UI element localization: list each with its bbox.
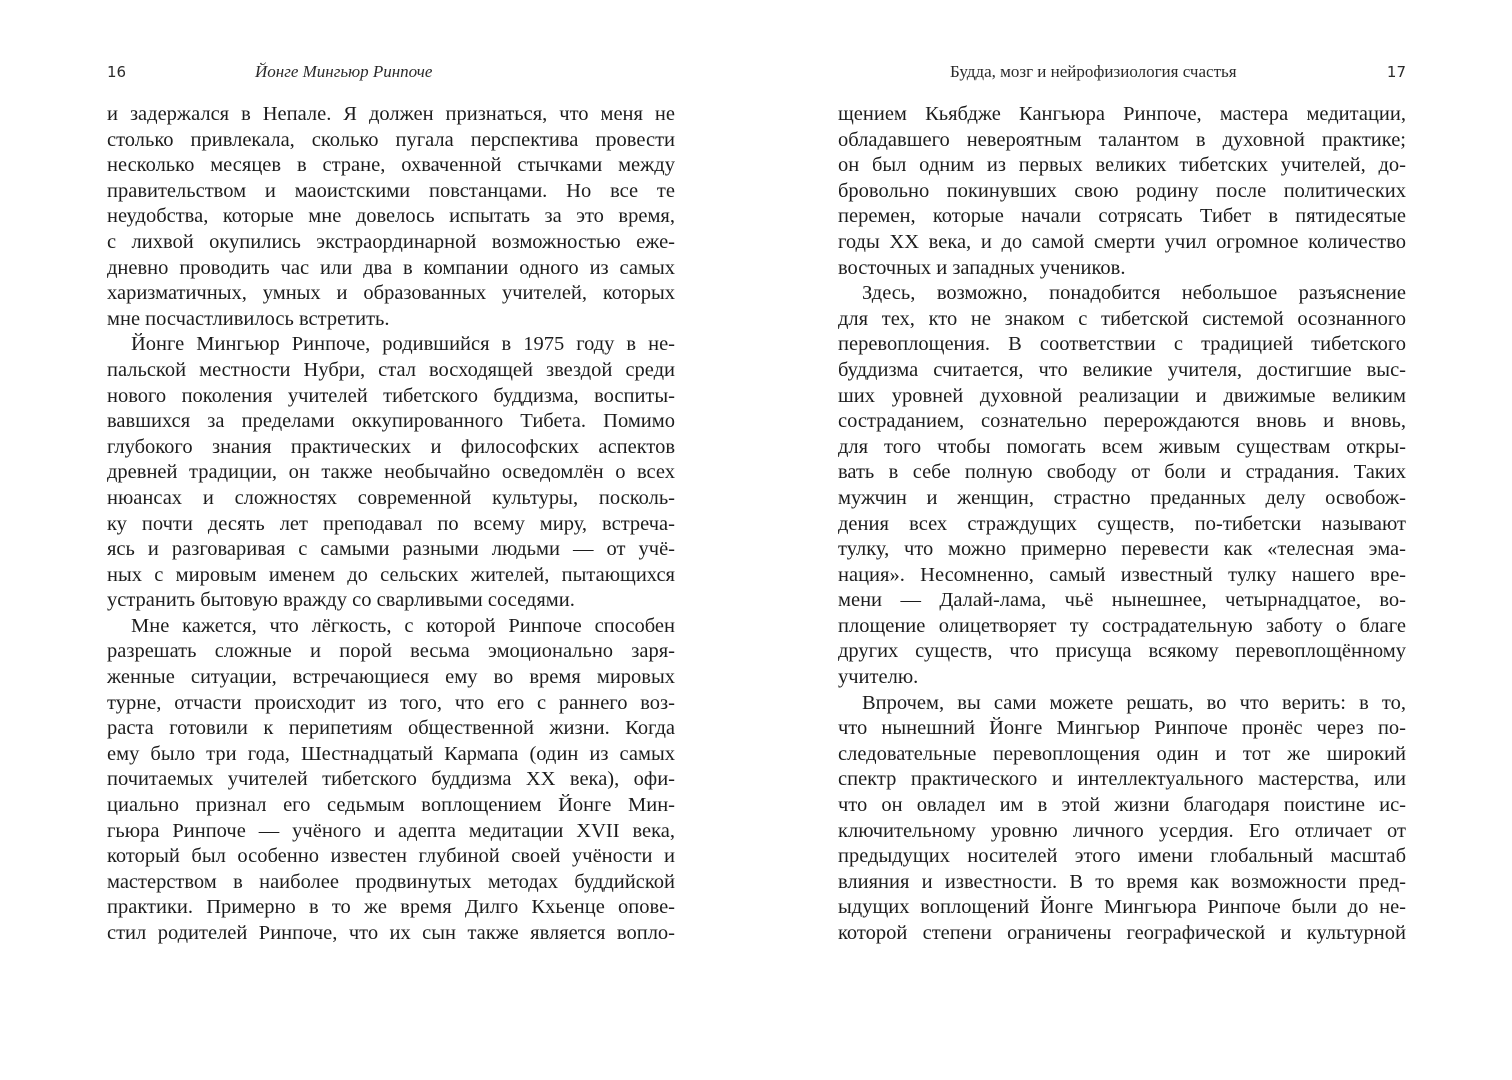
text-line: ку почти десять лет преподавал по всему миру, встреча- xyxy=(107,512,675,535)
text-line: раста готовили к перипетиям общественной жизни. Когда xyxy=(107,717,675,740)
right-page-body-text xyxy=(838,102,1406,947)
text-line: ыдущих воплощений Йонге Мингьюра Ринпоче были до не- xyxy=(838,896,1406,919)
text-line: почитаемых учителей тибетского буддизма XX века), офи- xyxy=(107,768,675,791)
text-line: циально признал его седьмым воплощением Йонге Мин- xyxy=(107,794,675,817)
text-line: разрешать сложные и порой весьма эмоционально заря- xyxy=(107,640,675,663)
text-line: мне посчастливилось встретить. xyxy=(107,307,390,330)
paragraph-first-line: Здесь, возможно, понадобится небольшое разъяснение xyxy=(862,282,1406,305)
page-number-left: 16 xyxy=(107,63,127,81)
text-line: дения всех страждущих существ, по-тибетски называют xyxy=(838,512,1406,535)
text-line: учителю. xyxy=(838,666,919,689)
text-line: вать в себе полную свободу от боли и страдания. Таких xyxy=(838,461,1406,484)
text-line: харизматичных, умных и образованных учителей, которых xyxy=(107,282,675,305)
text-line: мени — Далай-лама, чьё нынешнее, четырнадцатое, во- xyxy=(838,589,1406,612)
text-line: правительством и маоистскими повстанцами. Но все те xyxy=(107,179,675,202)
text-line: столько привлекала, сколько пугала перспектива провести xyxy=(107,128,675,151)
text-line: обладавшего невероятным талантом в духовной практике; xyxy=(838,128,1406,151)
right-running-head xyxy=(838,61,1406,83)
text-line: площение олицетворяет ту сострадательную заботу о благе xyxy=(838,614,1406,637)
text-line: восточных и западных учеников. xyxy=(838,256,1126,279)
text-line: практики. Примерно в то же время Дилго Кхьенце опове- xyxy=(107,896,675,919)
text-line: который был особенно известен глубиной своей учёности и xyxy=(107,845,675,868)
text-line: для тех, кто не знаком с тибетской системой осознанного xyxy=(838,307,1406,330)
left-running-head xyxy=(107,61,675,83)
paragraph-first-line: Впрочем, вы сами можете решать, во что верить: в то, xyxy=(862,691,1406,714)
text-line: влияния и известности. В то время как возможности пред- xyxy=(838,870,1406,893)
text-line: других существ, что присуща всякому перевоплощённому xyxy=(838,640,1406,663)
text-line: бровольно покинувших свою родину после политических xyxy=(838,179,1406,202)
text-line: годы XX века, и до самой смерти учил огромное количество xyxy=(838,230,1406,253)
text-line: глубокого знания практических и философских аспектов xyxy=(107,435,675,458)
text-line: ных с мировым именем до сельских жителей, пытающихся xyxy=(107,563,675,586)
paragraph-first-line: Йонге Мингьюр Ринпоче, родившийся в 1975 году в не- xyxy=(131,333,675,356)
text-line: ясь и разговаривая с самыми разными людьми — от учё- xyxy=(107,538,675,561)
text-line: ему было три года, Шестнадцатый Кармапа (один из самых xyxy=(107,742,675,765)
text-line: с лихвой окупились экстраординарной возможностью еже- xyxy=(107,230,675,253)
text-line: тулку, что можно примерно перевести как «телесная эма- xyxy=(838,538,1406,561)
text-line: что нынешний Йонге Мингьюр Ринпоче пронёс через по- xyxy=(838,717,1406,740)
text-line: стил родителей Ринпоче, что их сын также является вопло- xyxy=(107,922,675,944)
text-line: мастерством в наиболее продвинутых методах буддийской xyxy=(107,870,675,893)
text-line: он был одним из первых великих тибетских учителей, до- xyxy=(838,154,1406,177)
text-line: пальской местности Нубри, стал восходящей звездой среди xyxy=(107,358,675,381)
text-line: неудобства, которые мне довелось испытать за это время, xyxy=(107,205,675,228)
text-line: перемен, которые начали сотрясать Тибет в пятидесятые xyxy=(838,205,1406,228)
text-line: устранить бытовую вражду со сварливыми соседями. xyxy=(107,589,575,612)
text-line: состраданием, сознательно перерождаются вновь и вновь, xyxy=(838,410,1406,433)
text-line: что он овладел им в этой жизни благодаря поистине ис- xyxy=(838,794,1406,817)
text-line: ших уровней духовной реализации и движимые великим xyxy=(838,384,1406,407)
text-line: турне, отчасти происходит из того, что его с раннего воз- xyxy=(107,691,675,714)
author-running-head: Йонге Мингьюр Ринпоче xyxy=(255,62,433,81)
text-line: буддизма считается, что великие учителя, достигшие выс- xyxy=(838,358,1406,381)
text-line: дневно проводить час или два в компании одного из самых xyxy=(107,256,675,279)
text-line: для того чтобы помогать всем живым существам откры- xyxy=(838,435,1406,458)
text-line: перевоплощения. В соответствии с традицией тибетского xyxy=(838,333,1406,356)
text-line: и задержался в Непале. Я должен признаться, что меня не xyxy=(107,103,675,125)
text-line: ключительному уровню личного усердия. Его отличает от xyxy=(838,819,1406,842)
text-line: предыдущих носителей этого имени глобальный масштаб xyxy=(838,845,1406,868)
text-line: следовательные перевоплощения один и тот же широкий xyxy=(838,742,1406,765)
text-line: древней традиции, он также необычайно осведомлён о всех xyxy=(107,461,675,484)
left-page-body-text xyxy=(107,102,675,947)
text-line: спектр практического и интеллектуального мастерства, или xyxy=(838,768,1406,791)
text-line: нация». Несомненно, самый известный тулку нашего вре- xyxy=(838,563,1406,586)
text-line: мужчин и женщин, страстно преданных делу освобож- xyxy=(838,486,1406,509)
page-number-right: 17 xyxy=(1386,63,1406,81)
book-title-running-head: Будда, мозг и нейрофизиология счастья xyxy=(950,62,1237,81)
paragraph-first-line: Мне кажется, что лёгкость, с которой Ринпоче способен xyxy=(131,614,675,637)
text-line: которой степени ограничены географической и культурной xyxy=(838,922,1406,944)
text-line: женные ситуации, встречающиеся ему во время мировых xyxy=(107,666,675,689)
text-line: вавшихся за пределами оккупированного Тибета. Помимо xyxy=(107,410,675,433)
text-line: нового поколения учителей тибетского буддизма, воспиты- xyxy=(107,384,675,407)
text-line: несколько месяцев в стране, охваченной стычками между xyxy=(107,154,675,177)
text-line: нюансах и сложностях современной культуры, посколь- xyxy=(107,486,675,509)
text-line: щением Кьябдже Кангьюра Ринпоче, мастера медитации, xyxy=(838,103,1406,125)
text-line: гьюра Ринпоче — учёного и адепта медитации XVII века, xyxy=(107,819,675,842)
